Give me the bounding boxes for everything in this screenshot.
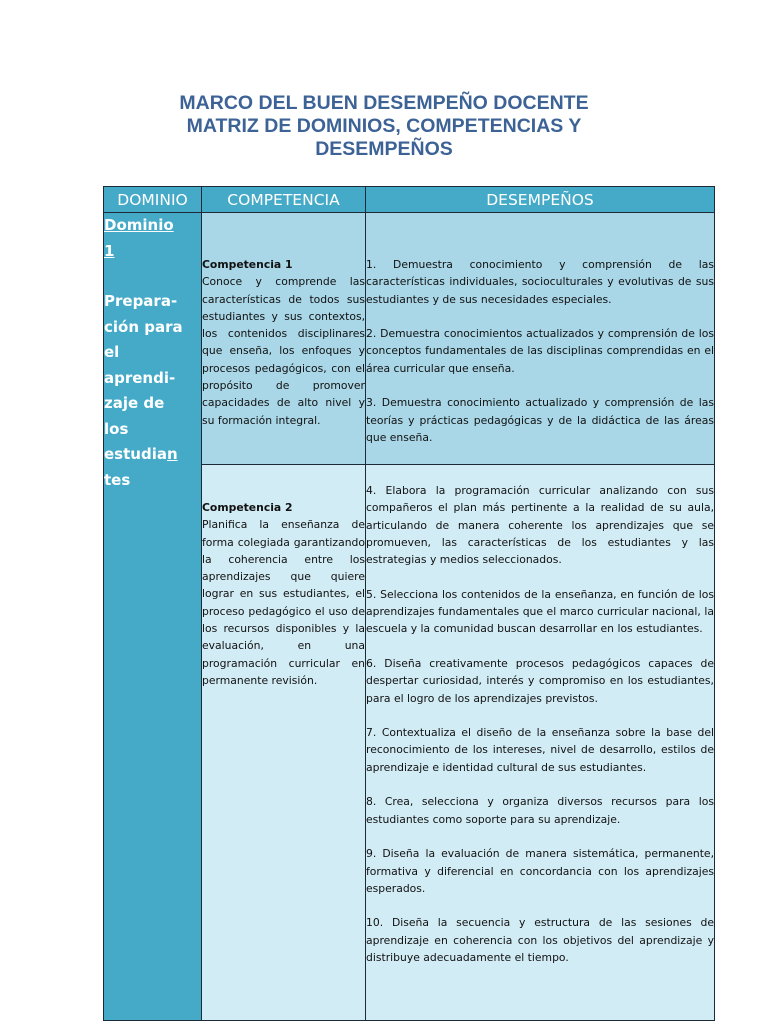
dominio-desc-line-6: los: [104, 419, 129, 438]
header-desempenos: DESEMPEÑOS: [366, 187, 715, 213]
dominio-desc-line-7: estudian: [104, 445, 178, 463]
desempeno-item: 9. Diseña la evaluación de manera sistemática, permanente, formativa y diferencial en concordancia con los aprendizajes esperados.: [366, 847, 714, 895]
dominio-desc-line-1: Prepara-: [104, 292, 178, 310]
dominio-desc-line-5: zaje de: [104, 394, 165, 412]
competencia-2-cell: [202, 465, 366, 1021]
desempeno-item: 2. Demuestra conocimientos actualizados y comprensión de los conceptos fundamentales de las disciplinas comprendidas en el área curricular que enseña.: [366, 327, 714, 375]
desempenos-2-cell: [366, 465, 715, 1021]
competencia-1-row: [104, 213, 715, 465]
dominio-desc-line-4: aprendi-: [104, 368, 176, 387]
competencia-2-title: Competencia 2: [202, 501, 293, 514]
title-line-1: MARCO DEL BUEN DESEMPEÑO DOCENTE: [179, 92, 589, 114]
header-competencia: COMPETENCIA: [202, 187, 366, 213]
competencia-1-title: Competencia 1: [202, 258, 293, 271]
header-dominio: DOMINIO: [104, 187, 202, 213]
dominio-desc-line-8: tes: [104, 470, 131, 489]
dominio-desc-line-3: el: [104, 343, 120, 361]
desempeno-item: 10. Diseña la secuencia y estructura de las sesiones de aprendizaje en coherencia con los objetivos del aprendizaje y distribuye adecuadamente el tiempo.: [366, 916, 714, 965]
desempeno-item: 5. Selecciona los contenidos de la enseñanza, en función de los aprendizajes fundamentales que el marco curricular nacional, la escuela y la comunidad buscan desarrollar en los estudiantes.: [366, 587, 714, 636]
document-title: [100, 92, 668, 161]
desempeno-item: 6. Diseña creativamente procesos pedagógicos capaces de despertar curiosidad, interés y compromiso en los estudiantes, para el logro de los aprendizajes previstos.: [366, 656, 714, 705]
dominio-desc-line-2: ción para: [104, 317, 183, 336]
header-row: [104, 187, 715, 213]
title-line-2: MATRIZ DE DOMINIOS, COMPETENCIAS Y: [186, 115, 582, 137]
desempeno-item: 1. Demuestra conocimiento y comprensión de las características individuales, socioculturales y evolutivas de sus estudiantes y de sus necesidades especiales.: [366, 258, 714, 306]
desempenos-1-cell: [366, 213, 715, 465]
dominio-link-line-1: Dominio: [104, 216, 174, 234]
competencia-1-cell: [202, 213, 366, 465]
title-line-3: DESEMPEÑOS: [315, 138, 453, 160]
dominio-cell: [104, 213, 202, 1021]
desempeno-item: 4. Elabora la programación curricular analizando con sus compañeros el plan más pertinente a la realidad de su aula, articulando de manera coherente los aprendizajes que se promueven, las características de los estudiantes y las estrategias y medios seleccionados.: [366, 484, 714, 567]
desempeno-item: 7. Contextualiza el diseño de la enseñanza sobre la base del reconocimiento de los intereses, nivel de desarrollo, estilos de aprendizaje e identidad cultural de sus estudiantes.: [366, 726, 714, 774]
competencia-2-text: Planifica la enseñanza de forma colegiada garantizando la coherencia entre los aprendizajes que quiere lograr en sus estudiantes, el proceso pedagógico el uso de los recursos disponibles y la evaluación, en una programación curricular en permanente revisión.: [202, 518, 365, 687]
desempeno-item: 3. Demuestra conocimiento actualizado y comprensión de las teorías y prácticas pedagógicas y de la didáctica de las áreas que enseña.: [366, 396, 714, 444]
competencia-1-text: Conoce y comprende las características de todos sus estudiantes y sus contextos, los contenidos disciplinares que enseña, los enfoques y procesos pedagógicos, con el propósito de promover capacidades de alto nivel y su formación integral.: [202, 275, 365, 427]
dominio-link[interactable]: [104, 213, 201, 264]
desempeno-item: 8. Crea, selecciona y organiza diversos recursos para los estudiantes como soporte para su aprendizaje.: [366, 795, 714, 826]
competency-matrix-table: [103, 186, 715, 1021]
dominio-link-line-2: 1: [104, 241, 115, 260]
